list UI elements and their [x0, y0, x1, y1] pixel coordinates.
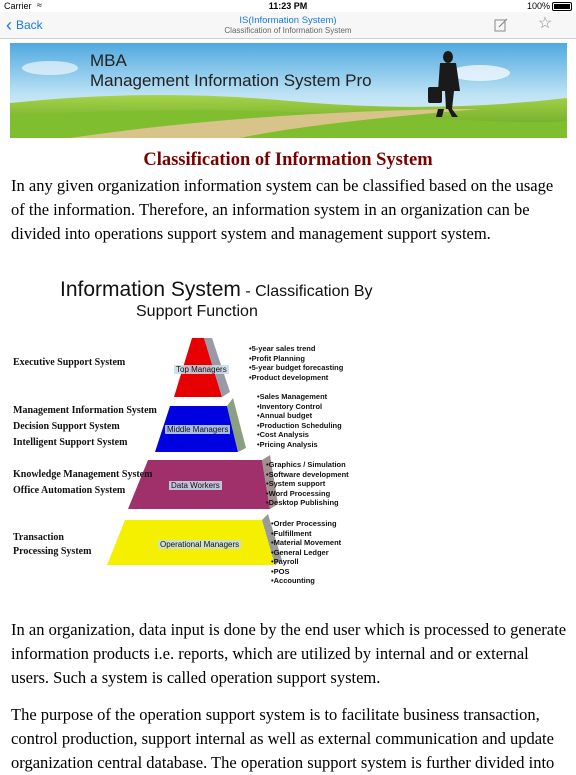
list-item: •Production Scheduling	[257, 420, 342, 430]
system-label: Transaction Processing System	[13, 532, 92, 557]
list-item: •Order Processing	[271, 519, 337, 528]
carrier-label: Carrier	[4, 1, 32, 11]
system-label: Intelligent Support System	[13, 437, 128, 448]
list-item: •Sales Management	[257, 392, 328, 401]
systems-middle	[13, 403, 157, 451]
system-label: Decision Support System	[13, 421, 120, 432]
list-item: •Inventory Control	[257, 401, 323, 411]
items-top	[249, 344, 343, 382]
chevron-left-icon: ‹	[6, 15, 12, 35]
list-item: •5-year budget forecasting	[249, 363, 344, 372]
status-bar	[0, 0, 576, 12]
systems-workers	[13, 467, 152, 499]
diagram-title-line2: Support Function	[136, 303, 258, 320]
classification-diagram	[0, 270, 576, 600]
tier-label-workers: Data Workers	[171, 481, 220, 490]
tier-label-middle: Middle Managers	[167, 425, 229, 434]
app-banner	[10, 43, 567, 138]
items-middle	[257, 392, 342, 449]
items-workers	[266, 460, 349, 508]
systems-operational	[13, 531, 108, 559]
nav-title: IS(Information System)	[239, 15, 337, 26]
paragraph-purpose: The purpose of the operation support system is to facilitate business transaction, control production, support internal as well as external communication and update organization central database. The operation support system is further divided into	[11, 705, 555, 772]
battery-icon	[552, 2, 572, 11]
list-item: •System support	[266, 479, 326, 488]
page-title: Classification of Information System	[143, 150, 433, 170]
navigation-bar	[0, 12, 576, 39]
list-item: •Payroll	[271, 557, 299, 566]
system-label: Office Automation System	[13, 485, 126, 496]
list-item: •Graphics / Simulation	[266, 460, 346, 469]
paragraph-intro: In any given organization information system can be classified based on the usage of the information. Therefore, an information system in an organization can be divided into operations support system and management support system.	[11, 176, 554, 243]
battery-percent: 100%	[526, 1, 550, 11]
list-item: •Accounting	[271, 576, 315, 585]
nav-subtitle: Classification of Information System	[224, 26, 352, 35]
list-item: •Cost Analysis	[257, 430, 309, 439]
tier-label-operational: Operational Managers	[160, 540, 240, 549]
edit-icon[interactable]	[494, 18, 508, 32]
banner-title: Management Information System Pro	[90, 71, 372, 90]
list-item: •Pricing Analysis	[257, 439, 318, 449]
back-label: Back	[16, 18, 43, 32]
list-item: •5-year sales trend	[249, 344, 316, 353]
star-icon[interactable]: ☆	[537, 15, 553, 32]
list-item: •Desktop Publishing	[266, 498, 339, 507]
paragraph-operation: In an organization, data input is done by the end user which is processed to generate information products i.e. reports, which are utilized by internal and or external users. Such a system is called operation support system.	[11, 620, 567, 687]
items-operational	[271, 519, 341, 586]
list-item: •Word Processing	[266, 488, 331, 498]
system-label: Management Information System	[13, 405, 157, 416]
list-item: •General Ledger	[271, 547, 329, 557]
status-time: 11:23 PM	[268, 1, 308, 11]
list-item: •Annual budget	[257, 411, 313, 420]
list-item: •Material Movement	[271, 538, 342, 547]
list-item: •Profit Planning	[249, 353, 305, 363]
diagram-title-main: Information System	[60, 278, 241, 301]
list-item: •Product development	[249, 372, 329, 382]
system-label: Knowledge Management System	[13, 469, 153, 480]
banner-brand: MBA	[90, 51, 127, 70]
systems-top	[13, 355, 125, 371]
tier-label-top: Top Managers	[176, 365, 227, 374]
system-label: Executive Support System	[13, 357, 126, 368]
wifi-icon: ≈	[37, 0, 42, 10]
list-item: •Fulfillment	[271, 528, 312, 538]
list-item: •POS	[271, 566, 290, 576]
list-item: •Software development	[266, 469, 349, 479]
diagram-title-sub: - Classification By	[240, 283, 373, 300]
